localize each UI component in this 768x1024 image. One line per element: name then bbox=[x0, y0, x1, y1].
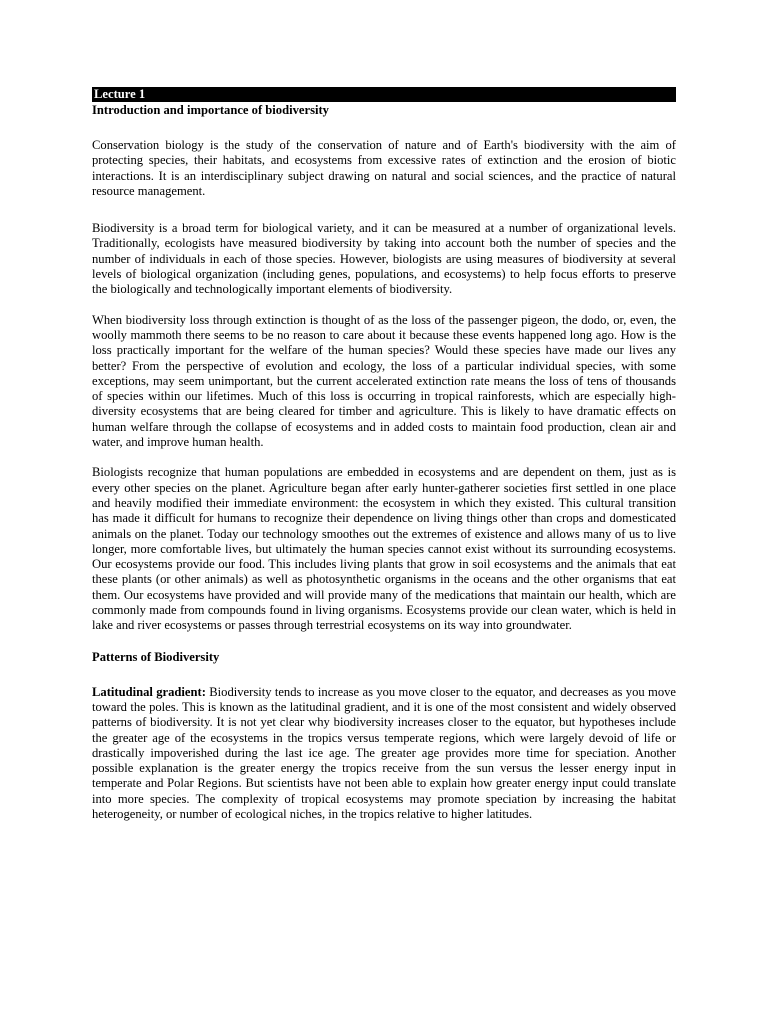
paragraph-conservation-biology: Conservation biology is the study of the conservation of nature and of Earth's biodiversity with the aim of protecting species, their habitats, and ecosystems from excessive rates of extinction and the erosion of biotic interactions. It is an interdisciplinary subject drawing on natural and social sciences, and the practice of natural resource management. bbox=[92, 138, 676, 198]
subheading-patterns: Patterns of Biodiversity bbox=[92, 649, 220, 664]
paragraph-biodiversity-definition: Biodiversity is a broad term for biological variety, and it can be measured at a number of organizational levels. Traditionally, ecologists have measured biodiversity by taking into account both the number of species and the number of individuals in each of those species. However, biologists are using measures of biodiversity at several levels of biological organization (including genes, populations, and ecosystems) to help focus efforts to preserve the biologically and technologically important elements of biodiversity. bbox=[92, 221, 676, 297]
paragraph-human-dependence: Biologists recognize that human populations are embedded in ecosystems and are dependent on them, just as is every other species on the planet. Agriculture began after early hunter-gatherer societies first settled in one place and heavily modified their immediate environment: the ecosystem in which they existed. This cultural transition has made it difficult for humans to recognize their dependence on living things other than crops and domesticated animals on the planet. Today our technology smoothes out the extremes of existence and allows many of us to live longer, more comfortable lives, but ultimately the human species cannot exist without its surrounding ecosystems. Our ecosystems provide our food. This includes living plants that grow in soil ecosystems and the animals that eat these plants (or other animals) as well as photosynthetic organisms in the oceans and the other organisms that eat them. Our ecosystems have provided and will provide many of the medications that maintain our health, which are commonly made from compounds found in living organisms. Ecosystems provide our clean water, which is held in lake and river ecosystems or passes through terrestrial ecosystems on its way into groundwater. bbox=[92, 465, 676, 633]
lecture-label: Lecture 1 bbox=[92, 87, 676, 102]
paragraph-biodiversity-loss: When biodiversity loss through extinction is thought of as the loss of the passenger pigeon, the dodo, or, even, the woolly mammoth there seems to be no reason to care about it because these events happened long ago. How is the loss practically important for the welfare of the human species? Would these species have made our lives any better? From the perspective of evolution and ecology, the loss of a particular individual species, with some exceptions, may seem unimportant, but the current accelerated extinction rate means the loss of tens of thousands of species within our lifetimes. Much of this loss is occurring in tropical rainforests, which are especially high-diversity ecosystems that are being cleared for timber and agriculture. This is likely to have dramatic effects on human welfare through the collapse of ecosystems and in added costs to maintain food production, clean air and water, and improve human health. bbox=[92, 312, 676, 450]
latitudinal-gradient-text: Biodiversity tends to increase as you move closer to the equator, and decreases as you move toward the poles. This is known as the latitudinal gradient, and it is one of the most consistent and widely observed patterns of biodiversity. It is not yet clear why biodiversity increases closer to the equator, but hypotheses include the greater age of the ecosystems in the tropics versus temperate regions, which were largely devoid of life or drastically impoverished during the last ice age. The greater age provides more time for speciation. Another possible explanation is the greater energy the tropics receive from the sun versus the lesser energy input in temperate and Polar Regions. But scientists have not been able to explain how greater energy input could translate into more species. The complexity of tropical ecosystems may promote speciation by increasing the habitat heterogeneity, or number of ecological niches, in the tropics relative to higher latitudes. bbox=[92, 684, 676, 821]
page-title: Introduction and importance of biodiversity bbox=[92, 103, 329, 117]
document-page bbox=[92, 87, 676, 822]
latitudinal-gradient-lead: Latitudinal gradient: bbox=[92, 684, 206, 699]
paragraph-latitudinal-gradient bbox=[92, 685, 676, 823]
